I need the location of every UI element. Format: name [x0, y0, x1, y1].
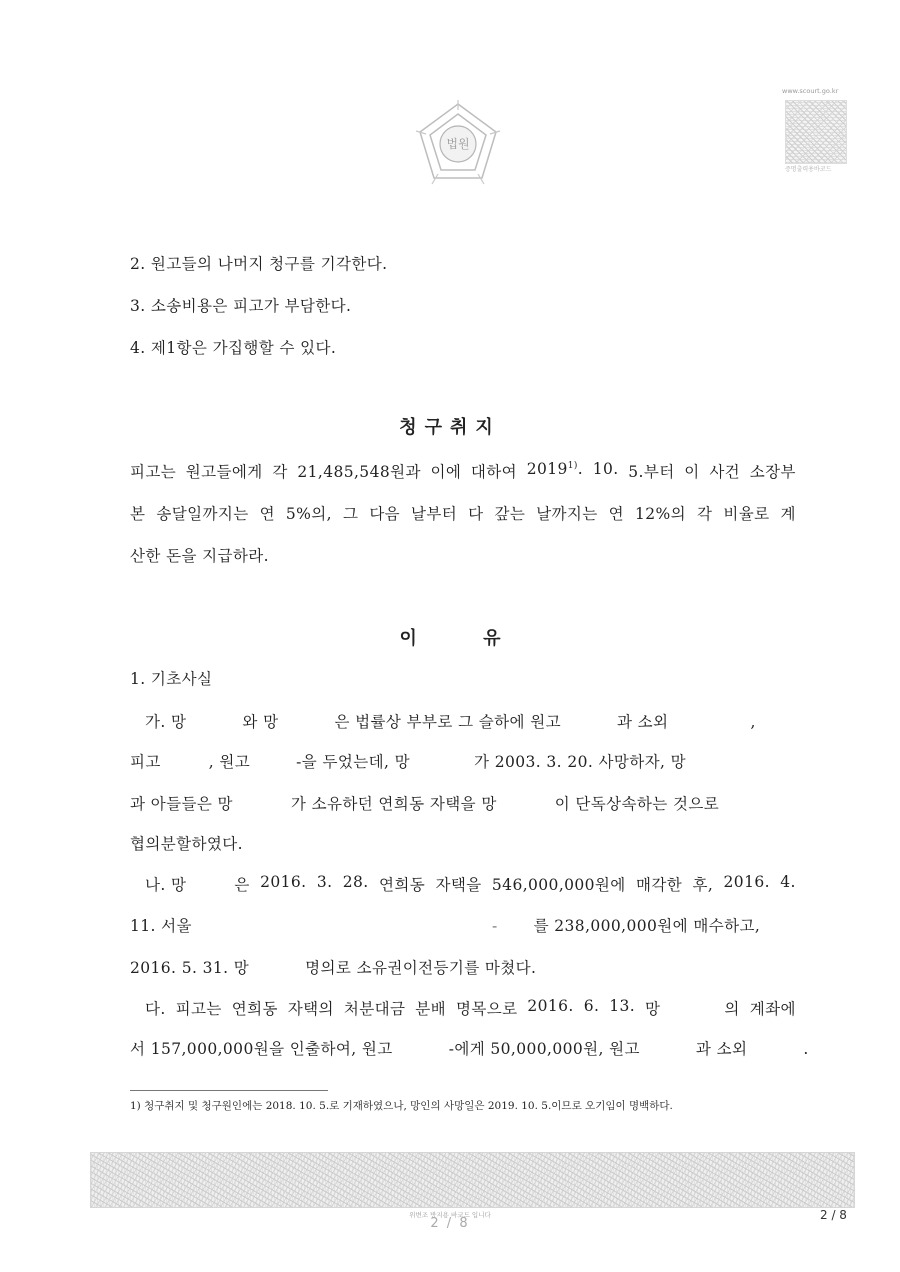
barcode-caption: 위변조 방지용 바코드 입니다	[409, 1211, 491, 1219]
para-na-line-2: 11. 서울 - 를 238,000,000원에 매수하고,	[130, 917, 761, 935]
para-na-line-3: 2016. 5. 31. 망 명의로 소유권이전등기를 마쳤다.	[130, 959, 537, 977]
claim-heading: 청구취지	[399, 417, 501, 438]
para-ga-line-2: 피고 , 원고 -을 두었는데, 망 가 2003. 3. 20. 사망하자, 망	[130, 753, 687, 771]
order-item: 3. 소송비용은 피고가 부담한다.	[130, 297, 352, 315]
para-ga-line-3: 과 아들들은 망 가 소유하던 연희동 자택을 망 이 단독상속하는 것으로	[130, 795, 720, 813]
claim-line-3: 산한 돈을 지급하라.	[130, 547, 269, 565]
reasons-heading: 이 유	[399, 628, 501, 649]
section-title: 1. 기초사실	[130, 670, 213, 688]
para-da-line-2: 서 157,000,000원을 인출하여, 원고 -에게 50,000,000원, 원고 과 소외 .	[130, 1040, 809, 1058]
para-na-line-1: 나. 망 은 2016. 3. 28. 연희동 자택을 546,000,000원에 매각한 후, 2016. 4.	[145, 873, 796, 894]
para-ga-line-1: 가. 망 와 망 은 법률상 부부로 그 슬하에 원고 과 소외 ,	[145, 713, 756, 731]
footnote-ref: 1)	[567, 460, 578, 471]
verify-url: www.scourt.go.kr	[782, 87, 839, 95]
order-item: 2. 원고들의 나머지 청구를 기각한다.	[130, 255, 388, 273]
anti-forgery-barcode	[90, 1152, 855, 1208]
page-number: 2 / 8	[820, 1208, 847, 1222]
page-number-faint: 2 / 8	[430, 1216, 470, 1231]
claim-line-2: 본 송달일까지는 연 5%의, 그 다음 날부터 다 갚는 날까지는 연 12%의 각 비율로 계	[130, 505, 796, 523]
seal-label: 법원	[446, 137, 470, 151]
qr-code	[785, 100, 847, 164]
footnote: 1) 청구취지 및 청구원인에는 2018. 10. 5.로 기재하였으나, 망인의 사망일은 2019. 10. 5.이므로 오기임이 명백하다.	[130, 1100, 673, 1112]
claim-line-1: 피고는 원고들에게 각 21,485,548원과 이에 대하여 2019$^{1)}$. 10. 5.부터 이 사건 소장부	[130, 460, 796, 481]
footnote-divider	[130, 1090, 328, 1091]
para-ga-line-4: 협의분할하였다.	[130, 835, 243, 853]
court-seal	[412, 98, 504, 190]
para-da-line-1: 다. 피고는 연희동 자택의 처분대금 분배 명목으로 2016. 6. 13. 망 의 계좌에	[145, 997, 796, 1018]
order-item: 4. 제1항은 가집행할 수 있다.	[130, 339, 337, 357]
qr-caption: 증명출력용바코드	[785, 166, 832, 173]
